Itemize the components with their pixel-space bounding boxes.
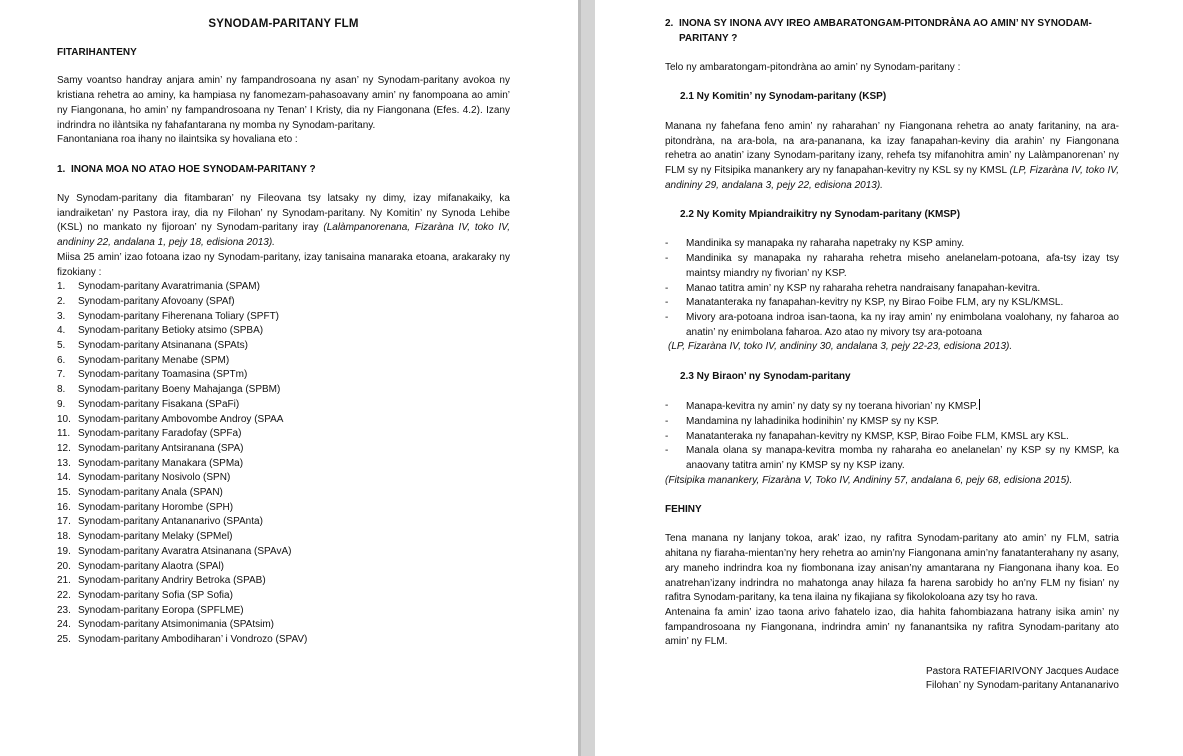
parish-name: Synodam-paritany Ambovombe Androy (SPAA	[78, 413, 284, 425]
parish-list-item	[57, 486, 510, 501]
subsection-2-3-list	[665, 399, 1119, 474]
dash-bullet: -	[665, 282, 669, 294]
conclusion-heading: FEHINY	[665, 504, 702, 516]
parish-list-item	[57, 589, 510, 604]
parish-list-item	[57, 398, 510, 413]
signature-name: Pastora RATEFIARIVONY Jacques Audace	[925, 665, 1119, 677]
parish-number: 4.	[57, 325, 66, 337]
parish-number: 22.	[57, 589, 71, 601]
parish-number: 9.	[57, 398, 66, 410]
conclusion-paragraph-1: Tena manana ny lanjany tokoa, arak’ izao, ny rafitra Synodam-paritany ato amin’ ny FLM, satria ahitana ny fiaraha-mientan’ny hery rehetra ao amin’ny Fiangonana amin’ny fanatanterahany ny asany, ary maneho indrindra koa ny fiombonana izay anisan’ny amantarana ny Fiangonana ihany koa. Eo anatrehan’izany indrindra no mahatonga anay hilaza fa harena sarobidy ho an’ny FLM ny fisian’ ny rafitra Synodam-paritany, ka tena ilaina ny fikajiana sy fikolokoloana azy tsy ho rava.	[665, 533, 1119, 604]
parish-list-item	[57, 530, 510, 545]
section-1-heading-text: INONA MOA NO ATAO HOE SYNODAM-PARITANY ?	[71, 163, 316, 175]
document-page-left	[0, 0, 578, 756]
kmsp-duty-item	[665, 282, 1119, 297]
bureau-duty-text: Manala olana sy manapa-kevitra momba ny raharaha eo anelanelan’ ny KSP sy ny KMSP, ka anaovany tatitra amin’ ny KMSP sy ny KSP izany.	[686, 445, 1119, 471]
subsection-2-3-heading: 2.3 Ny Biraon’ ny Synodam-paritany	[680, 370, 851, 382]
dash-bullet: -	[665, 253, 669, 265]
parish-number: 13.	[57, 457, 71, 469]
kmsp-duty-text: Mandinika sy manapaka ny raharaha rehetra miseho anelanelam-potoana, afa-tsy izay tsy maintsy miandry ny fivorian’ ny KSP.	[686, 253, 1119, 279]
subsection-2-1-paragraph	[665, 120, 1119, 194]
parish-list-item	[57, 368, 510, 383]
parish-number: 20.	[57, 560, 71, 572]
document-title: SYNODAM-PARITANY FLM	[208, 18, 359, 30]
section-2-intro: Telo ny ambaratongam-pitondràna ao amin’ ny Synodam-paritany :	[665, 62, 961, 74]
parish-list-item	[57, 413, 510, 428]
parish-list-item	[57, 310, 510, 325]
parish-number: 3.	[57, 310, 66, 322]
parish-name: Synodam-paritany Anala (SPAN)	[78, 487, 223, 499]
text-cursor	[979, 399, 980, 410]
parish-name: Synodam-paritany Antananarivo (SPAnta)	[78, 516, 263, 528]
parish-name: Synodam-paritany Menabe (SPM)	[78, 354, 230, 366]
dash-bullet: -	[665, 311, 669, 323]
parish-name: Synodam-paritany Fiherenana Toliary (SPFT)	[78, 310, 280, 322]
parish-name: Synodam-paritany Melaky (SPMel)	[78, 531, 233, 543]
parish-list-item	[57, 501, 510, 516]
parish-list-item	[57, 339, 510, 354]
kmsp-duty-item	[665, 311, 1119, 340]
parish-number: 14.	[57, 472, 71, 484]
parish-list-item	[57, 574, 510, 589]
parish-list-item	[57, 515, 510, 530]
bureau-duty-text: Manatanteraka ny fanapahan-kevitry ny KMSP, KSP, Birao Foibe FLM, KMSL ary KSL.	[686, 430, 1069, 442]
dash-bullet: -	[665, 415, 669, 427]
parish-list-item	[57, 354, 510, 369]
dash-bullet: -	[665, 430, 669, 442]
parish-list-item	[57, 545, 510, 560]
parish-name: Synodam-paritany Avaratrimania (SPAM)	[78, 281, 260, 293]
kmsp-duty-text: Mivory ara-potoana indroa isan-taona, ka ny iray amin’ ny enimbolana voalohany, ny faharoa ao anatin’ ny enimbolana faharoa. Azo atao ny mivory tsy ara-potoana	[686, 311, 1119, 338]
subsection-2-1-citation: (LP, Fizaràna IV, toko IV, andininy 29, andalana 3, pejy 22, edisiona 2013).	[665, 164, 1119, 191]
bureau-duty-item	[665, 444, 1119, 473]
parish-list-item	[57, 324, 510, 339]
parish-name: Synodam-paritany Boeny Mahajanga (SPBM)	[78, 384, 281, 396]
parish-list-item	[57, 560, 510, 575]
parish-number: 11.	[57, 428, 71, 440]
parish-number: 2.	[57, 295, 66, 307]
parish-number: 24.	[57, 619, 71, 631]
bureau-duty-text: Manapa-kevitra ny amin’ ny daty sy ny toerana hivorian’ ny KMSP.	[686, 401, 978, 413]
subsection-2-2-list	[665, 237, 1119, 340]
parish-number: 18.	[57, 531, 71, 543]
section-1-paragraph	[57, 192, 510, 251]
parish-name: Synodam-paritany Toamasina (SPTm)	[78, 369, 248, 381]
parish-name: Synodam-paritany Betioky atsimo (SPBA)	[78, 325, 264, 337]
parish-list-item	[57, 295, 510, 310]
kmsp-duty-item	[665, 237, 1119, 252]
dash-bullet: -	[665, 297, 669, 309]
parish-number: 1.	[57, 281, 66, 293]
kmsp-duty-text: Mandinika sy manapaka ny raharaha napetraky ny KSP aminy.	[686, 238, 965, 250]
parish-name: Synodam-paritany Faradofay (SPFa)	[78, 428, 242, 440]
parish-number: 16.	[57, 501, 71, 513]
conclusion-paragraph-2: Antenaina fa amin’ izao taona arivo fahatelo izao, dia hahita fahombiazana hatrany isika amin’ ny fampandrosoana ny Fiangonana, indrindra amin’ ny fananantsika ny rafitra Synodam-paritany ato amin’ ny FLM.	[665, 606, 1119, 648]
bureau-duty-text: Mandamina ny lahadinika hodinihin’ ny KMSP sy ny KSP.	[686, 415, 939, 427]
page-shadow	[578, 0, 581, 756]
bureau-duty-item	[665, 399, 1119, 415]
kmsp-duty-item	[665, 252, 1119, 281]
intro-heading: FITARIHANTENY	[57, 46, 137, 58]
parish-list-item	[57, 427, 510, 442]
parish-number: 8.	[57, 384, 66, 396]
section-1-text: Ny Synodam-paritany dia fitambaran’ ny Fileovana tsy latsaky ny dimy, izay mifanakaiky, ka iandraiketan’ ny Pastora iray, dia ny Filohan’ ny Synodam-paritany. Ny Komitin’ ny Synoda Lehibe (KSL) no mankato ny fijoroan’ ny Synodam-paritany iray	[57, 193, 510, 234]
parish-name: Synodam-paritany Fisakana (SPaFi)	[78, 398, 240, 410]
parish-number: 12.	[57, 442, 71, 454]
parish-number: 5.	[57, 340, 66, 352]
parish-name: Synodam-paritany Antsiranana (SPA)	[78, 442, 244, 454]
parish-list	[57, 280, 510, 648]
parish-name: Synodam-paritany Atsinanana (SPAts)	[78, 340, 248, 352]
parish-name: Synodam-paritany Afovoany (SPAf)	[78, 295, 235, 307]
parish-name: Synodam-paritany Manakara (SPMa)	[78, 457, 244, 469]
parish-name: Synodam-paritany Andriry Betroka (SPAB)	[78, 575, 266, 587]
parish-number: 19.	[57, 545, 71, 557]
kmsp-duty-text: Manao tatitra amin’ ny KSP ny raharaha rehetra nandraisany fanapahan-kevitra.	[686, 282, 1041, 294]
parish-name: Synodam-paritany Sofia (SP Sofia)	[78, 589, 233, 601]
parish-list-item	[57, 471, 510, 486]
parish-name: Synodam-paritany Atsimonimania (SPAtsim)	[78, 619, 274, 631]
parish-number: 7.	[57, 369, 66, 381]
intro-paragraph: Samy voantso handray anjara amin’ ny fampandrosoana ny asan’ ny Synodam-paritany avokoa ny kristiana rehetra ao aminy, ka hampiasa ny fanomezam-pahasoavany amin’ ny fanompoana ao amin’ ny Fiangonana, ho amin’ ny fampandrosoana ny Tenan’ I Kristy, dia ny Fiangonana (Efes. 4.2). Izany indrindra no ilàntsika ny fahafantarana ny momba ny Synodam-paritany.	[57, 75, 510, 131]
parish-number: 23.	[57, 604, 71, 616]
bureau-duty-item	[665, 415, 1119, 430]
subsection-2-1-text: Manana ny fahefana feno amin’ ny raharahan’ ny Fiangonana rehetra ao anaty faritaniny, na ara-pitondràna, na ara-bola, na ara-pananana, ka izay fanapahan-keviny dia arahin’ ny Fiangonana rehetra ao anatin’ izany Synodam-paritany izany, rehefa tsy mifanohitra amin’ ny Lalàmpanorenan’ ny FLM sy ny Fitsipika manankery ary ny fanapahan-kevitry ny KSL sy ny KMSL	[665, 120, 1119, 176]
parish-number: 25.	[57, 634, 71, 646]
parish-name: Synodam-paritany Nosivolo (SPN)	[78, 472, 231, 484]
parish-name: Synodam-paritany Eoropa (SPFLME)	[78, 604, 244, 616]
parish-number: 6.	[57, 354, 66, 366]
section-1-paragraph-2: Miisa 25 amin’ izao fotoana izao ny Synodam-paritany, izay tanisaina manaraka etoana, arakaraky ny fizokiany :	[57, 251, 510, 278]
bureau-duty-item	[665, 430, 1119, 445]
section-2-heading-text: INONA SY INONA AVY IREO AMBARATONGAM-PITONDRÀNA AO AMIN’ NY SYNODAM-PARITANY ?	[679, 18, 1092, 44]
dash-bullet: -	[665, 400, 669, 412]
parish-number: 10.	[57, 413, 71, 425]
parish-list-item	[57, 618, 510, 633]
intro-questions-line: Fanontaniana roa ihany no ilaintsika sy hovaliana eto :	[57, 134, 298, 146]
section-1-heading	[57, 163, 510, 178]
parish-number: 21.	[57, 575, 71, 587]
parish-list-item	[57, 280, 510, 295]
document-page-right	[595, 0, 1183, 756]
parish-name: Synodam-paritany Horombe (SPH)	[78, 501, 234, 513]
section-2-heading	[665, 17, 1119, 46]
subsection-2-2-heading: 2.2 Ny Komity Mpiandraikitry ny Synodam-paritany (KMSP)	[680, 209, 961, 221]
dash-bullet: -	[665, 238, 669, 250]
parish-name: Synodam-paritany Avaratra Atsinanana (SPAvA)	[78, 545, 292, 557]
section-1-citation: (Lalàmpanorenana, Fizaràna IV, toko IV, andininy 22, andalana 1, pejy 18, edisiona 2013).	[57, 222, 510, 249]
parish-list-item	[57, 633, 510, 648]
subsection-2-1-heading: 2.1 Ny Komitin’ ny Synodam-paritany (KSP)	[680, 91, 887, 103]
parish-list-item	[57, 457, 510, 472]
section-2-number: 2.	[665, 18, 674, 29]
kmsp-duty-text: Manatanteraka ny fanapahan-kevitry ny KSP, ny Birao Foibe FLM, ary ny KSL/KMSL.	[686, 297, 1064, 309]
parish-name: Synodam-paritany Alaotra (SPAl)	[78, 560, 224, 572]
parish-list-item	[57, 442, 510, 457]
parish-list-item	[57, 383, 510, 398]
parish-number: 17.	[57, 516, 71, 528]
parish-list-item	[57, 604, 510, 619]
subsection-2-2-citation: (LP, Fizaràna IV, toko IV, andininy 30, andalana 3, pejy 22-23, edisiona 2013).	[668, 341, 1013, 353]
section-1-number: 1.	[57, 163, 66, 175]
subsection-2-3-citation: (Fitsipika manankery, Fizaràna V, Toko IV, Andininy 57, andalana 6, pejy 68, edisiona 2015).	[665, 474, 1073, 486]
parish-number: 15.	[57, 487, 71, 499]
dash-bullet: -	[665, 445, 669, 457]
parish-name: Synodam-paritany Ambodiharan’ i Vondrozo (SPAV)	[78, 634, 308, 646]
kmsp-duty-item	[665, 296, 1119, 311]
signature-title: Filohan’ ny Synodam-paritany Antananarivo	[925, 680, 1119, 692]
